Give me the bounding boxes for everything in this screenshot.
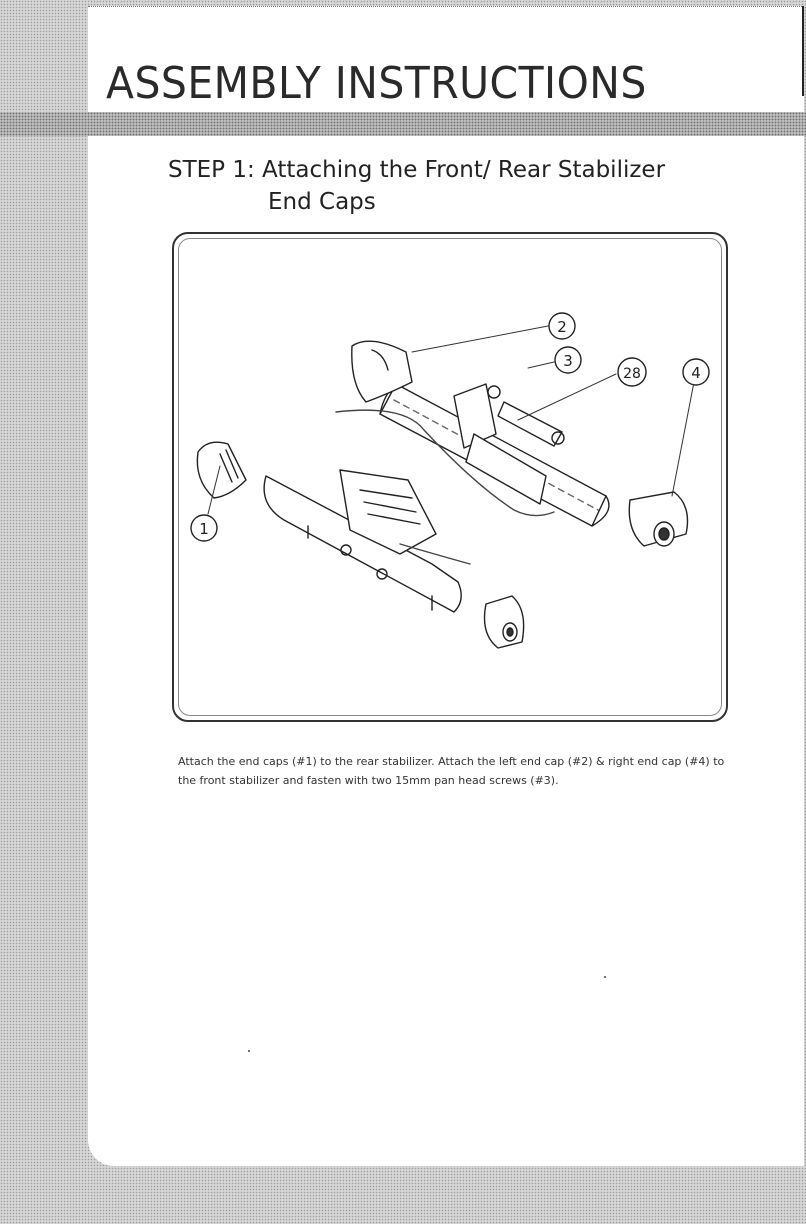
step-title-line2: End Caps <box>268 189 376 215</box>
svg-text:3: 3 <box>563 352 573 370</box>
leader-lines <box>208 326 694 514</box>
top-rule <box>88 6 804 8</box>
stray-mark <box>248 1050 250 1052</box>
title-band <box>0 112 806 136</box>
callout-28 <box>618 358 646 386</box>
callout-3 <box>555 347 581 373</box>
callout-4 <box>683 359 709 385</box>
svg-text:2: 2 <box>557 318 567 336</box>
right-end-cap-4 <box>629 492 687 546</box>
stabilizer-diagram <box>174 234 726 720</box>
step-caption: Attach the end caps (#1) to the rear stabilizer. Attach the left end cap (#2) & right end cap (#4) to the front stabilizer and fasten with two 15mm pan head screws (#3). <box>178 755 725 787</box>
svg-text:1: 1 <box>199 520 209 538</box>
rear-end-cap-1-left <box>197 442 246 498</box>
step-title <box>168 154 665 218</box>
svg-text:28: 28 <box>623 366 641 382</box>
callout-2 <box>549 313 575 339</box>
step-title-line1: STEP 1: Attaching the Front/ Rear Stabilizer <box>168 157 666 183</box>
svg-text:4: 4 <box>691 364 701 382</box>
mounting-bracket <box>454 384 564 504</box>
assembly-figure <box>172 232 728 722</box>
stray-mark <box>604 976 606 978</box>
front-stabilizer <box>380 384 609 526</box>
callout-1 <box>191 515 217 541</box>
page-edge <box>802 6 804 96</box>
left-end-cap-2 <box>352 341 412 402</box>
rear-stabilizer <box>264 470 470 612</box>
rear-end-cap-1-right <box>485 596 524 648</box>
page-title: ASSEMBLY INSTRUCTIONS <box>106 58 647 109</box>
floor-curve <box>336 410 554 515</box>
